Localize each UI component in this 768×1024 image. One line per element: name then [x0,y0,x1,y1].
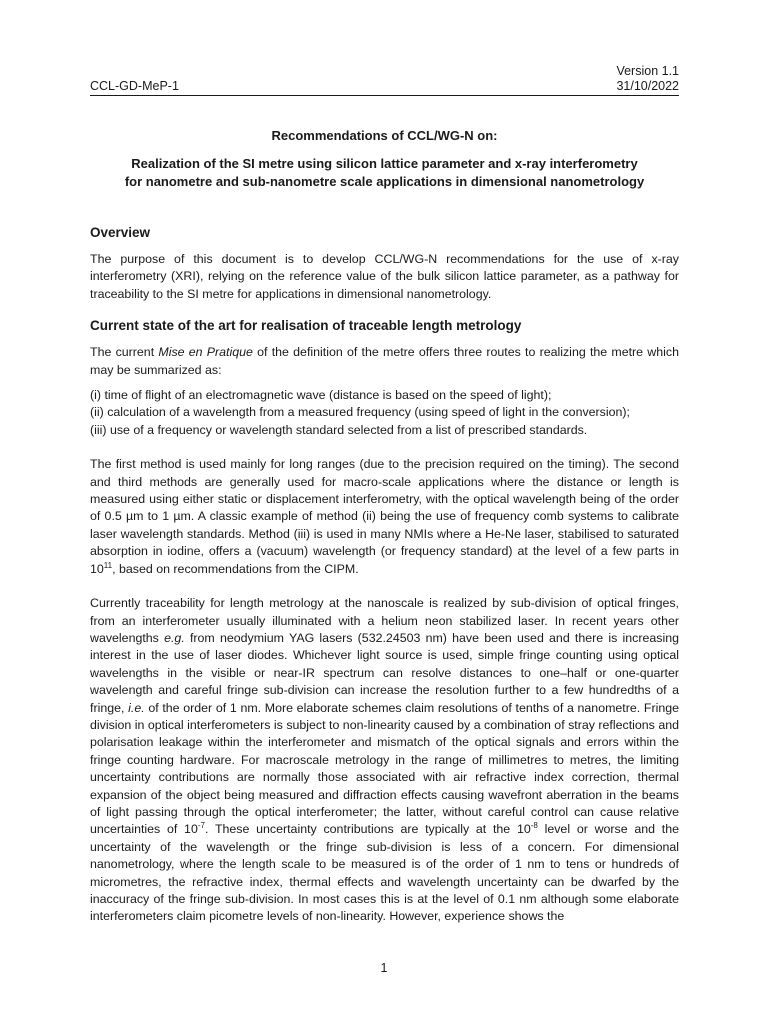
overview-paragraph: The purpose of this document is to develop CCL/WG-N recommendations for the use of x-ray interferometry (XRI), relying on the reference value of the bulk silicon lattice parameter, as a pathway for traceability to the SI metre for applications in dimensional nanometrology. [90,252,679,301]
intro-text-cont: of the definition of the metre offers three routes to realizing the metre which may be summarized as: [90,345,679,377]
traceability-text: Currently traceability for length metrology at the nanoscale is realized by sub-division of optical fringes, from an interferometer usually illuminated with a helium neon stabilized laser. In recent years other wavelengths [90,596,679,645]
version-label: Version 1.1 [616,64,679,78]
document-title [90,155,679,191]
traceability-text: of the order of 1 nm. More elaborate schemes claim resolutions of tenths of a nanometre. Fringe division in optical interferometers is subject to non-linearity caused by a combination of stray reflections and polarisation leakage within the interferometer and mismatch of the optical signals and errors within the fringe counting hardware. For macroscale metrology in the range of millimetres to metres, the limiting uncertainty contributions are normally those associated with air refractive index correction, thermal expansion of the object being measured and diffraction effects causing wavefront aberration in the beams of light passing through the optical interferometer; the latter, without careful control can cause relative uncertainties of 10 [90,700,679,837]
header-divider [90,95,679,96]
title-line-2: for nanometre and sub-nanometre scale applications in dimensional nanometrology [124,174,645,189]
intro-text: The current [90,345,159,360]
methods-text-cont: , based on recommendations from the CIPM. [112,561,359,576]
traceability-text: from neodymium YAG lasers (532.24503 nm) have been used and there is increasing interest in the use of laser diodes. Whichever light source is used, simple fringe counting using optical wavelengths in the visible or near-IR spectrum can resolve distances to one–half or one-quarter wavelength and careful fringe sub-division can increase the resolution further to a few hundredths of a fringe, [90,630,679,715]
title-line-1: Realization of the SI metre using silicon lattice parameter and x-ray interferometry [131,156,638,171]
exponent: -7 [197,821,205,831]
route-item: (i) time of flight of an electromagnetic wave (distance is based on the speed of light); [90,388,552,403]
current-state-heading: Current state of the art for realisation of traceable length metrology [90,318,522,334]
page-number: 1 [380,961,388,975]
route-item: (ii) calculation of a wavelength from a measured frequency (using speed of light in the conversion); [90,405,630,420]
pretitle: Recommendations of CCL/WG-N on: [271,128,498,143]
route-item: (iii) use of a frequency or wavelength standard selected from a list of prescribed standards. [90,422,588,437]
title-block [90,127,679,191]
mise-en-pratique-term: Mise en Pratique [158,345,253,360]
version-block [616,64,679,94]
doc-date: 31/10/2022 [616,79,679,93]
traceability-text: level or worse and the uncertainty of the wavelength or the fringe sub-division is less of a concern. For dimensional nanometrology, where the length scale to be measured is of the order of 1 nm to tens or hundreds of micrometres, the refractive index, thermal effects and wavelength uncertainty can be dwarfed by the inaccuracy of the fringe sub-division. In most cases this is at the level of 0.1 nm although some elaborate interferometers claim picometre levels of non-linearity. However, experience shows the [90,822,679,924]
traceability-paragraph [90,595,679,926]
ie-abbrev: i.e. [128,700,145,715]
methods-text: The first method is used mainly for long ranges (due to the precision required on the timing). The second and third methods are generally used for macro-scale applications where the distance or length is measured using either static or displacement interferometry, with the optical wavelength being of the order of 0.5 µm to 1 µm. A classic example of method (ii) being the use of frequency comb systems to calibrate laser wavelength standards. Method (iii) is used in many NMIs where a He-Ne laser, stabilised to saturated absorption in iodine, offers a (vacuum) wavelength (or frequency standard) at the level of a few parts in 10 [90,457,679,576]
mise-en-pratique-paragraph [90,344,679,379]
eg-abbrev: e.g. [164,630,185,645]
methods-paragraph [90,456,679,578]
doc-code: CCL-GD-MeP-1 [90,79,179,93]
overview-heading: Overview [90,225,151,240]
exponent: 11 [103,560,113,570]
traceability-text: . These uncertainty contributions are typically at the 10 [204,822,531,837]
exponent: -8 [530,821,538,831]
routes-list [90,387,679,439]
document-body [90,224,679,926]
